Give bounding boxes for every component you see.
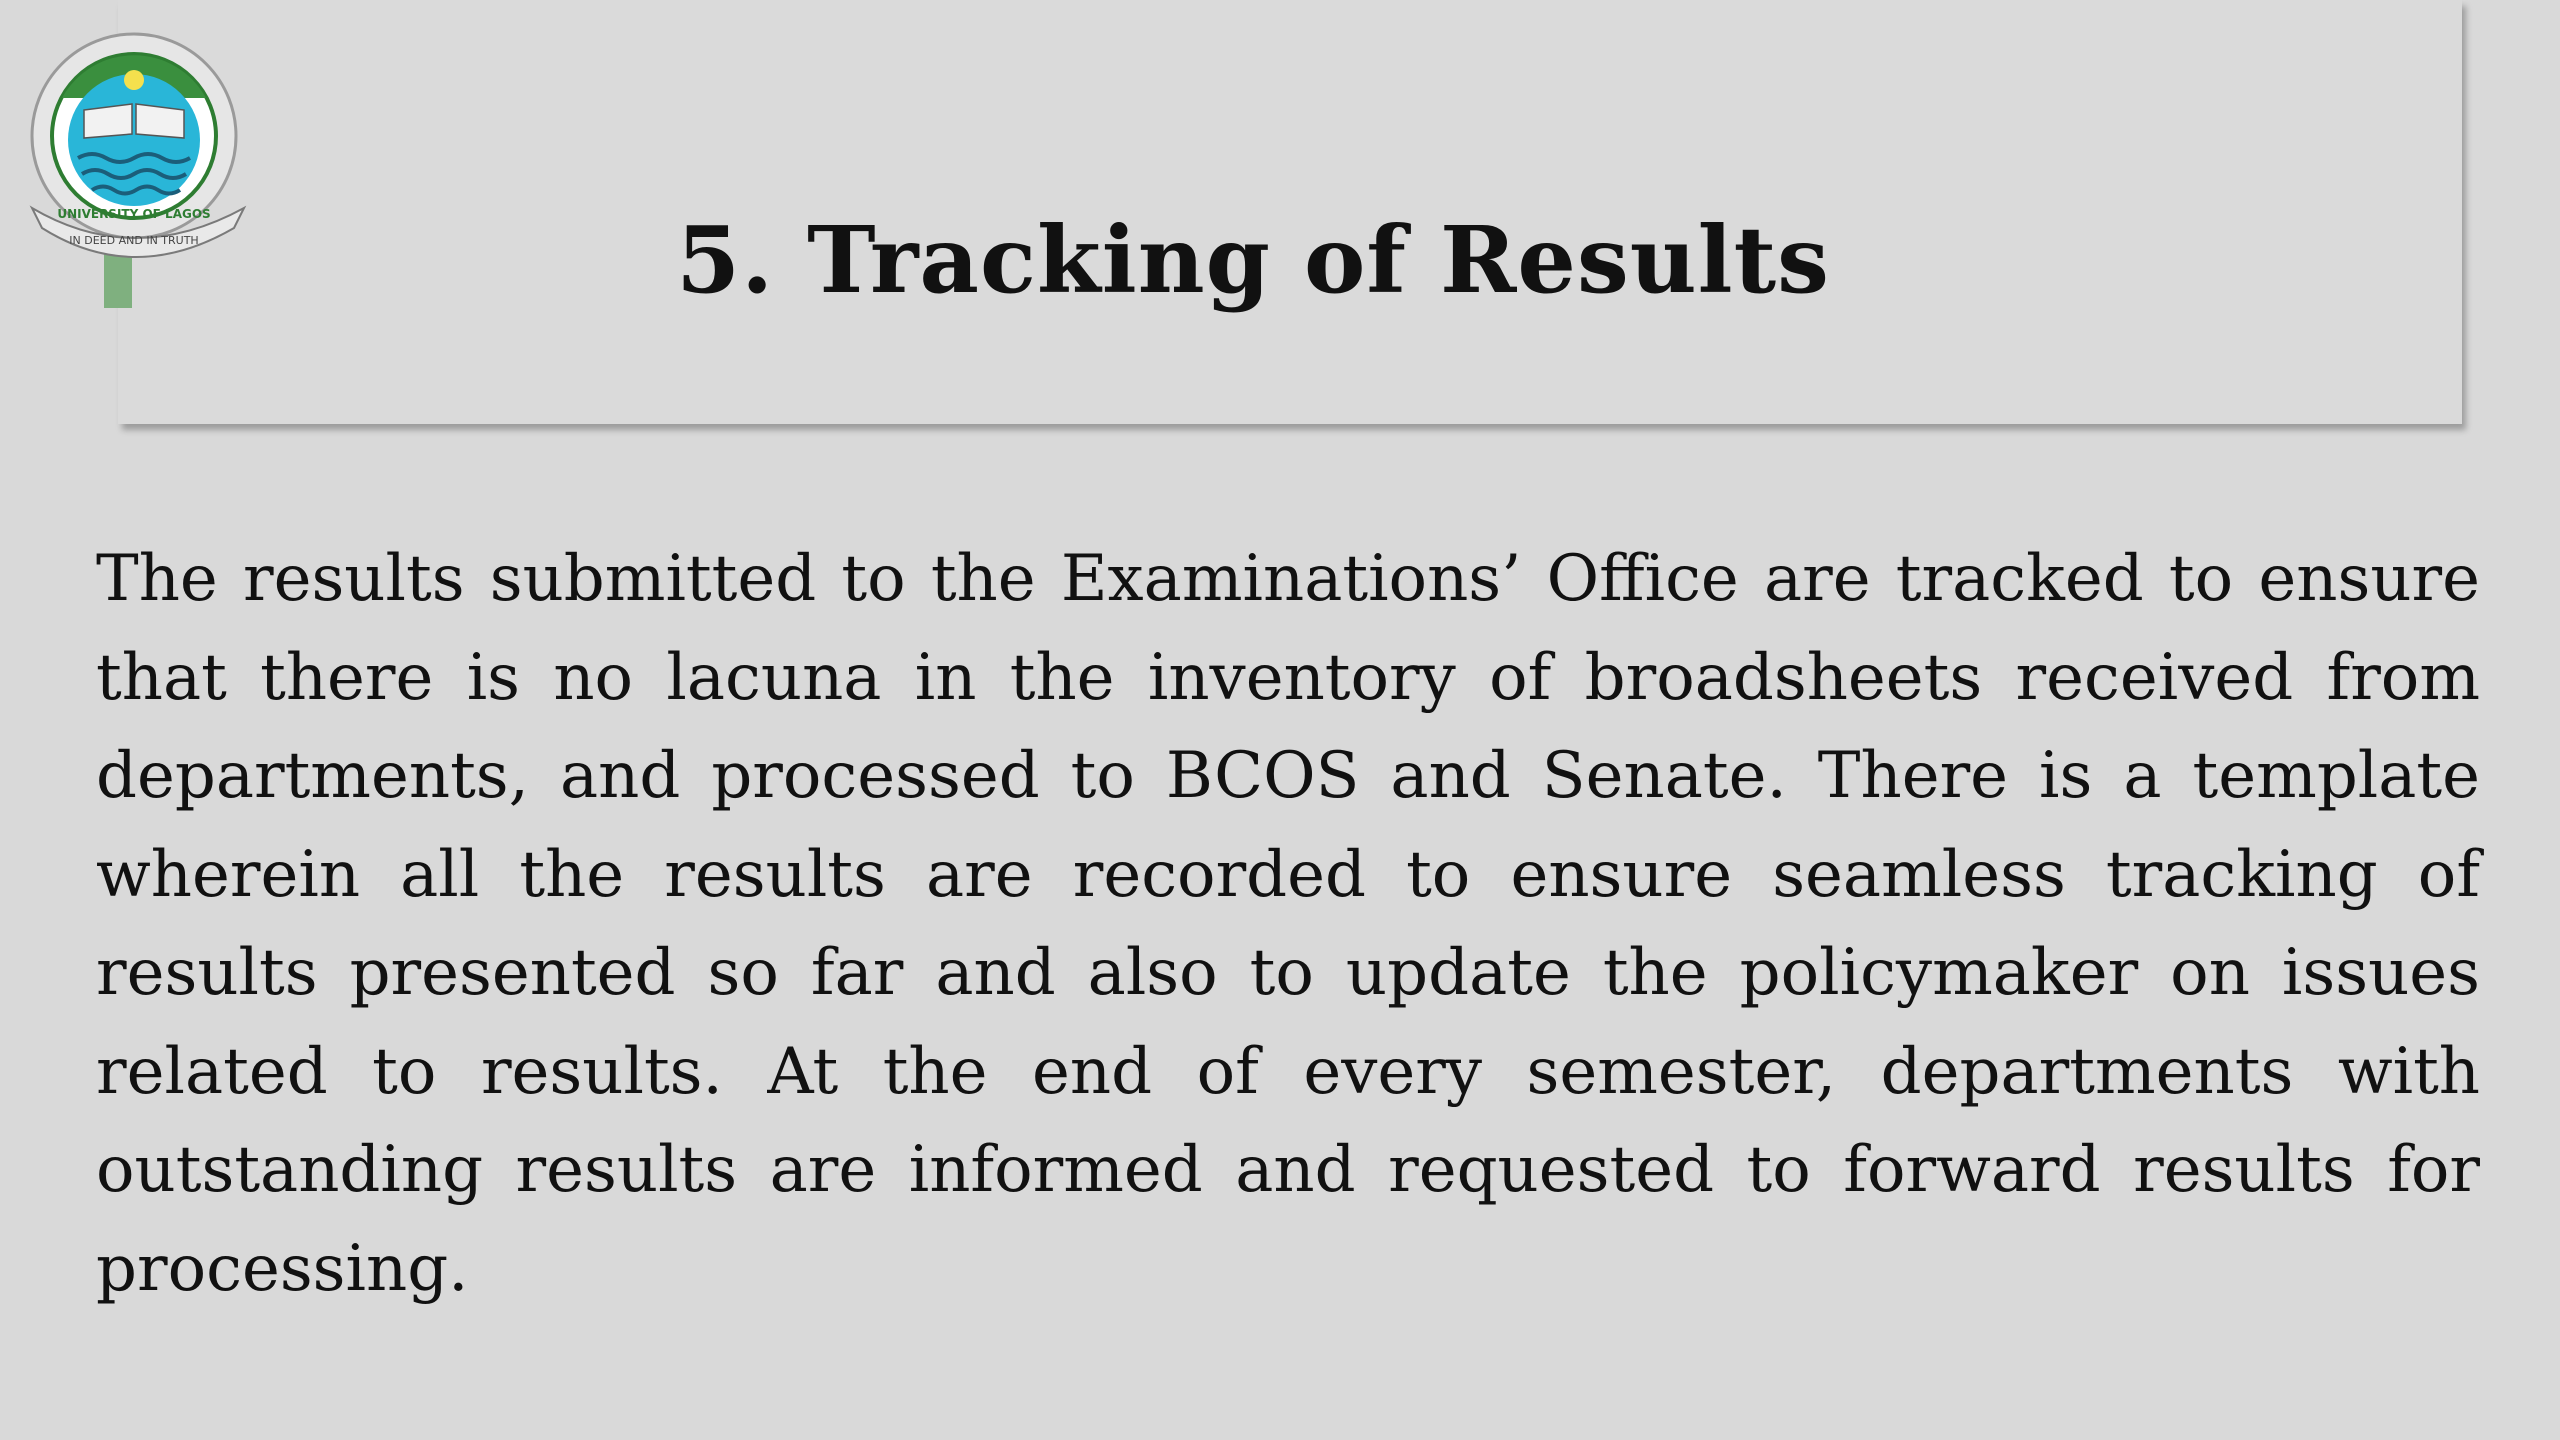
crest-name: UNIVERSITY OF LAGOS [57, 207, 211, 221]
university-crest-icon [22, 18, 252, 318]
crest-motto: IN DEED AND IN TRUTH [69, 234, 199, 247]
slide-body-text: The results submitted to the Examinations’ Office are tracked to ensure that there is no lacuna in the inventory of broadsheets received from departments, and processed to BCOS and Senate. There is a template wherein all the results are recorded to ensure seamless tracking of results presented so far and also to update the policymaker on issues related to results. At the end of every semester, departments with outstanding results are informed and requested to forward results for processing. [96, 542, 2480, 1306]
slide-title: 5. Tracking of Results [676, 206, 1830, 314]
crest-shield [68, 74, 200, 206]
crest-sun [124, 70, 144, 90]
crest-book-right [136, 104, 184, 138]
title-box [118, 0, 2462, 424]
crest-book-left [84, 104, 132, 138]
